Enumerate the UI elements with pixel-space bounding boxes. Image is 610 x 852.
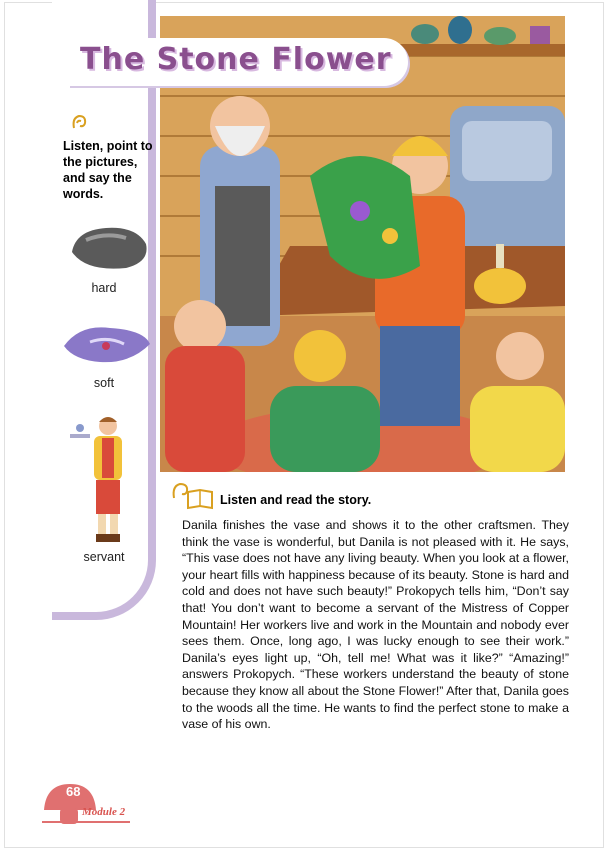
listen-read-icon [170,482,214,512]
reading-heading: Listen and read the story. [220,493,372,507]
sidebar-instructions: Listen, point to the pictures, and say the words. [63,139,153,201]
stone-icon [66,222,152,272]
page-number: 68 [66,784,81,799]
vocab-word-soft: soft [93,376,115,390]
vocab-word-hard: hard [91,281,117,295]
vocab-word-servant: servant [83,550,125,564]
servant-icon [68,414,134,544]
page-title: The Stone Flower [80,42,392,77]
page-number-badge [40,780,132,828]
listen-ear-icon [68,112,90,134]
module-label: Module 2 [82,806,126,818]
pillow-icon [60,322,154,366]
story-text: Danila finishes the vase and shows it to the other craftsmen. They think the vase is wonderful, but Danila is not pleased with it. He says, “This vase does not have any living beauty. When you look at a flower, your heart fills with happiness because of its beauty. Stone is hard and cold and does not have such beauty!” Prokopych tells him, “Don’t say that! You don’t want to become a servant of the Mistress of Copper Mountain! Her workers live and work in the Mountain and nobody ever sees them. Once, long ago, I was lucky enough to see their work.” Danila’s eyes light up, “Oh, tell me! What was it like?” “Amazing!” answers Prokopych. “These workers understand the beauty of stone because they know all about the Stone Flower!” After that, Danila goes to the woods all the time. He wants to find the perfect stone to make a vase of his own. [182,518,569,732]
